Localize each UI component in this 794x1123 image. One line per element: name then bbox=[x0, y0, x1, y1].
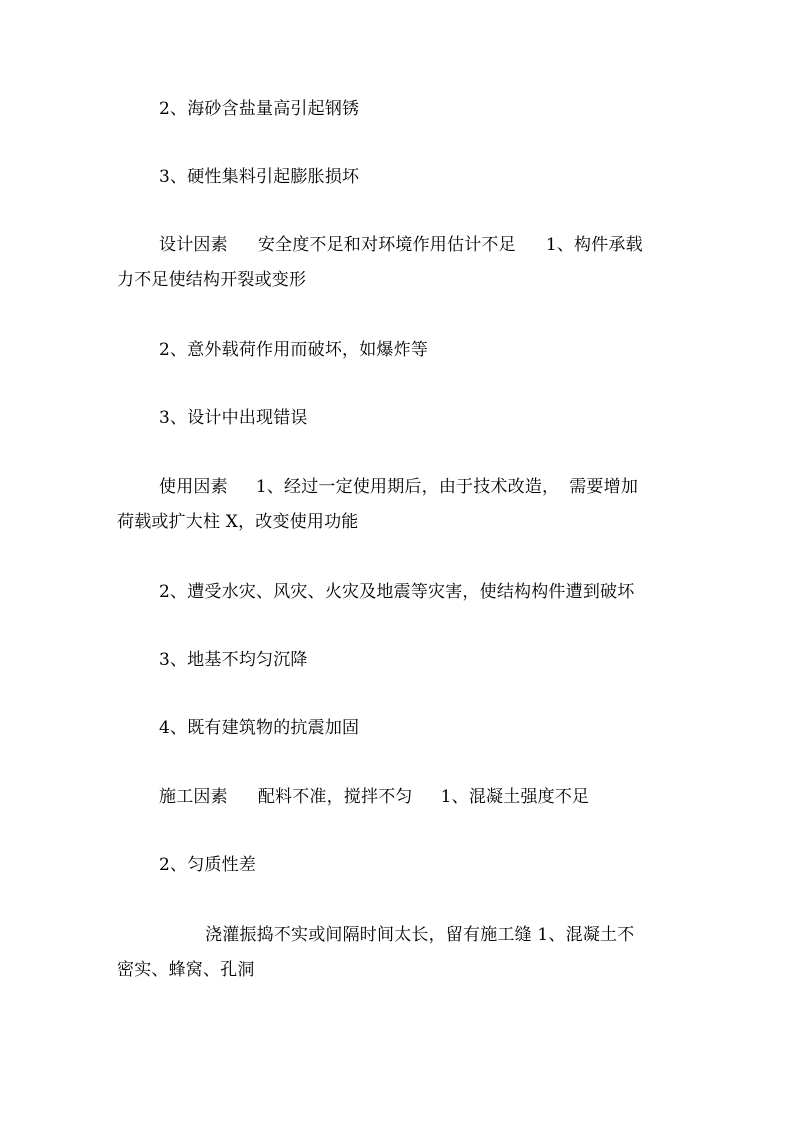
design-factor-label: 设计因素 bbox=[159, 235, 228, 255]
design-factor-cause: 安全度不足和对环境作用估计不足 bbox=[257, 235, 516, 255]
paragraph-7 bbox=[159, 582, 634, 602]
paragraph-1-text: 2、海砂含盐量高引起钢锈 bbox=[159, 99, 360, 119]
paragraph-4 bbox=[159, 340, 428, 360]
paragraph-8 bbox=[159, 650, 308, 670]
paragraph-6-line-2 bbox=[117, 512, 359, 532]
paragraph-9-text: 4、既有建筑物的抗震加固 bbox=[159, 718, 360, 738]
usage-factor-effect: 1、经过一定使用期后，由于技术改造， bbox=[255, 477, 560, 497]
paragraph-7-text: 2、遭受水灾、风灾、火灾及地震等灾害，使结构构件遭到破坏 bbox=[159, 582, 635, 602]
paragraph-5-text: 3、设计中出现错误 bbox=[159, 408, 308, 428]
paragraph-3-line-1 bbox=[159, 235, 643, 255]
paragraph-11-text: 2、匀质性差 bbox=[159, 855, 257, 875]
paragraph-8-text: 3、地基不均匀沉降 bbox=[159, 650, 308, 670]
paragraph-4-text: 2、意外载荷作用而破坏，如爆炸等 bbox=[159, 340, 429, 360]
usage-factor-label: 使用因素 bbox=[159, 477, 228, 497]
paragraph-6-line-1 bbox=[159, 477, 638, 497]
paragraph-12-line-1 bbox=[205, 925, 634, 945]
paragraph-11 bbox=[159, 855, 256, 875]
paragraph-10 bbox=[159, 787, 589, 807]
paragraph-3-line-2 bbox=[117, 270, 306, 290]
construction-factor-effect: 1、混凝土强度不足 bbox=[440, 787, 590, 807]
paragraph-1 bbox=[159, 99, 359, 119]
design-factor-effect-cont: 力不足使结构开裂或变形 bbox=[117, 270, 307, 290]
paragraph-5 bbox=[159, 408, 308, 428]
paragraph-12-line-2 bbox=[117, 960, 255, 980]
construction-factor-label: 施工因素 bbox=[159, 787, 228, 807]
construction-factor-cause: 配料不准，搅拌不匀 bbox=[257, 787, 413, 807]
paragraph-9 bbox=[159, 718, 359, 738]
paragraph-2-text: 3、硬性集料引起膨胀损坏 bbox=[159, 167, 360, 187]
pouring-effect-cont: 密实、蜂窝、孔洞 bbox=[117, 960, 255, 980]
paragraph-2 bbox=[159, 167, 359, 187]
usage-factor-effect-cont: 荷载或扩大柱 X，改变使用功能 bbox=[117, 512, 359, 532]
pouring-cause-text: 浇灌振捣不实或间隔时间太长，留有施工缝 1、混凝土不 bbox=[205, 925, 635, 945]
usage-factor-effect-2: 需要增加 bbox=[569, 477, 639, 497]
design-factor-effect: 1、构件承载 bbox=[545, 235, 643, 255]
